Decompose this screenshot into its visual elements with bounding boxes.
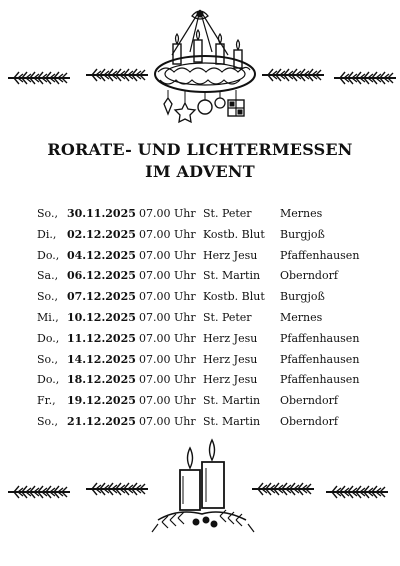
cell-date: 02.12.2025 [67, 227, 136, 241]
cell-date: 10.12.2025 [67, 310, 136, 324]
cell-church: St. Peter [203, 207, 252, 220]
cell-church: Herz Jesu [203, 352, 258, 366]
cell-day: So., [37, 414, 58, 428]
fir-branch-icon [252, 483, 314, 495]
cell-time: 07.00 Uhr [139, 414, 196, 428]
cell-church: St. Martin [203, 269, 261, 283]
cell-date: 06.12.2025 [67, 269, 136, 283]
table-row [37, 225, 360, 246]
cell-time: 07.00 Uhr [139, 352, 196, 366]
cell-time: 07.00 Uhr [139, 331, 196, 345]
fir-branch-icon [8, 72, 70, 84]
cell-date: 07.12.2025 [67, 290, 136, 304]
cell-church: Kostb. Blut [203, 227, 265, 241]
cell-place: Mernes [280, 207, 323, 220]
table-row [37, 350, 360, 371]
table-row [37, 412, 360, 433]
cell-place: Oberndorf [280, 394, 338, 408]
cell-day: Di., [37, 227, 57, 241]
cell-day: Sa., [37, 269, 59, 283]
fir-branch-icon [86, 483, 148, 495]
fir-branch-icon [334, 72, 396, 84]
title-line-1: RORATE- UND LICHTERMESSEN [47, 140, 353, 159]
cell-day: Do., [37, 248, 60, 262]
cell-day: Mi., [37, 310, 59, 324]
cell-place: Pfaffenhausen [280, 331, 360, 345]
cell-church: St. Martin [203, 414, 261, 428]
cell-church: St. Martin [203, 394, 261, 408]
table-row [37, 204, 360, 225]
cell-place: Mernes [280, 310, 323, 324]
cell-church: Kostb. Blut [203, 290, 265, 304]
top-decoration [0, 0, 400, 140]
table-row [37, 287, 360, 308]
cell-place: Oberndorf [280, 269, 338, 283]
title-line-2: IM ADVENT [145, 162, 255, 181]
advent-wreath-icon [155, 10, 255, 122]
fir-branch-icon [86, 69, 148, 81]
cell-time: 07.00 Uhr [139, 227, 196, 241]
fir-branch-icon [326, 486, 388, 498]
cell-place: Pfaffenhausen [280, 248, 360, 262]
table-row [37, 391, 360, 412]
cell-church: Herz Jesu [203, 248, 258, 262]
cell-date: 18.12.2025 [67, 373, 136, 387]
mass-schedule-table [37, 204, 360, 433]
table-row [37, 246, 360, 267]
table-row [37, 370, 360, 391]
cell-place: Pfaffenhausen [280, 373, 360, 387]
cell-church: Herz Jesu [203, 373, 258, 387]
cell-day: Do., [37, 373, 60, 387]
cell-date: 21.12.2025 [67, 414, 136, 428]
table-row [37, 308, 360, 329]
cell-day: So., [37, 207, 58, 220]
fir-branch-icon [8, 486, 70, 498]
cell-day: Fr., [37, 394, 56, 408]
cell-time: 07.00 Uhr [139, 269, 196, 283]
cell-place: Burgjoß [280, 290, 325, 304]
cell-date: 19.12.2025 [67, 394, 136, 408]
cell-time: 07.00 Uhr [139, 373, 196, 387]
cell-place: Burgjoß [280, 227, 325, 241]
cell-time: 07.00 Uhr [139, 394, 196, 408]
cell-time: 07.00 Uhr [139, 248, 196, 262]
cell-date: 11.12.2025 [67, 331, 136, 345]
cell-date: 30.11.2025 [67, 207, 136, 220]
cell-time: 07.00 Uhr [139, 290, 196, 304]
cell-time: 07.00 Uhr [139, 310, 196, 324]
table-row [37, 266, 360, 287]
cell-church: St. Peter [203, 310, 252, 324]
cell-day: So., [37, 290, 58, 304]
cell-church: Herz Jesu [203, 331, 258, 345]
candles-icon [152, 440, 254, 532]
fir-branch-icon [262, 69, 324, 81]
cell-place: Pfaffenhausen [280, 352, 360, 366]
cell-date: 14.12.2025 [67, 352, 136, 366]
cell-date: 04.12.2025 [67, 248, 136, 262]
cell-place: Oberndorf [280, 414, 338, 428]
bottom-decoration [0, 436, 400, 556]
table-row [37, 329, 360, 350]
cell-time: 07.00 Uhr [139, 207, 196, 220]
cell-day: Do., [37, 331, 60, 345]
cell-day: So., [37, 352, 58, 366]
